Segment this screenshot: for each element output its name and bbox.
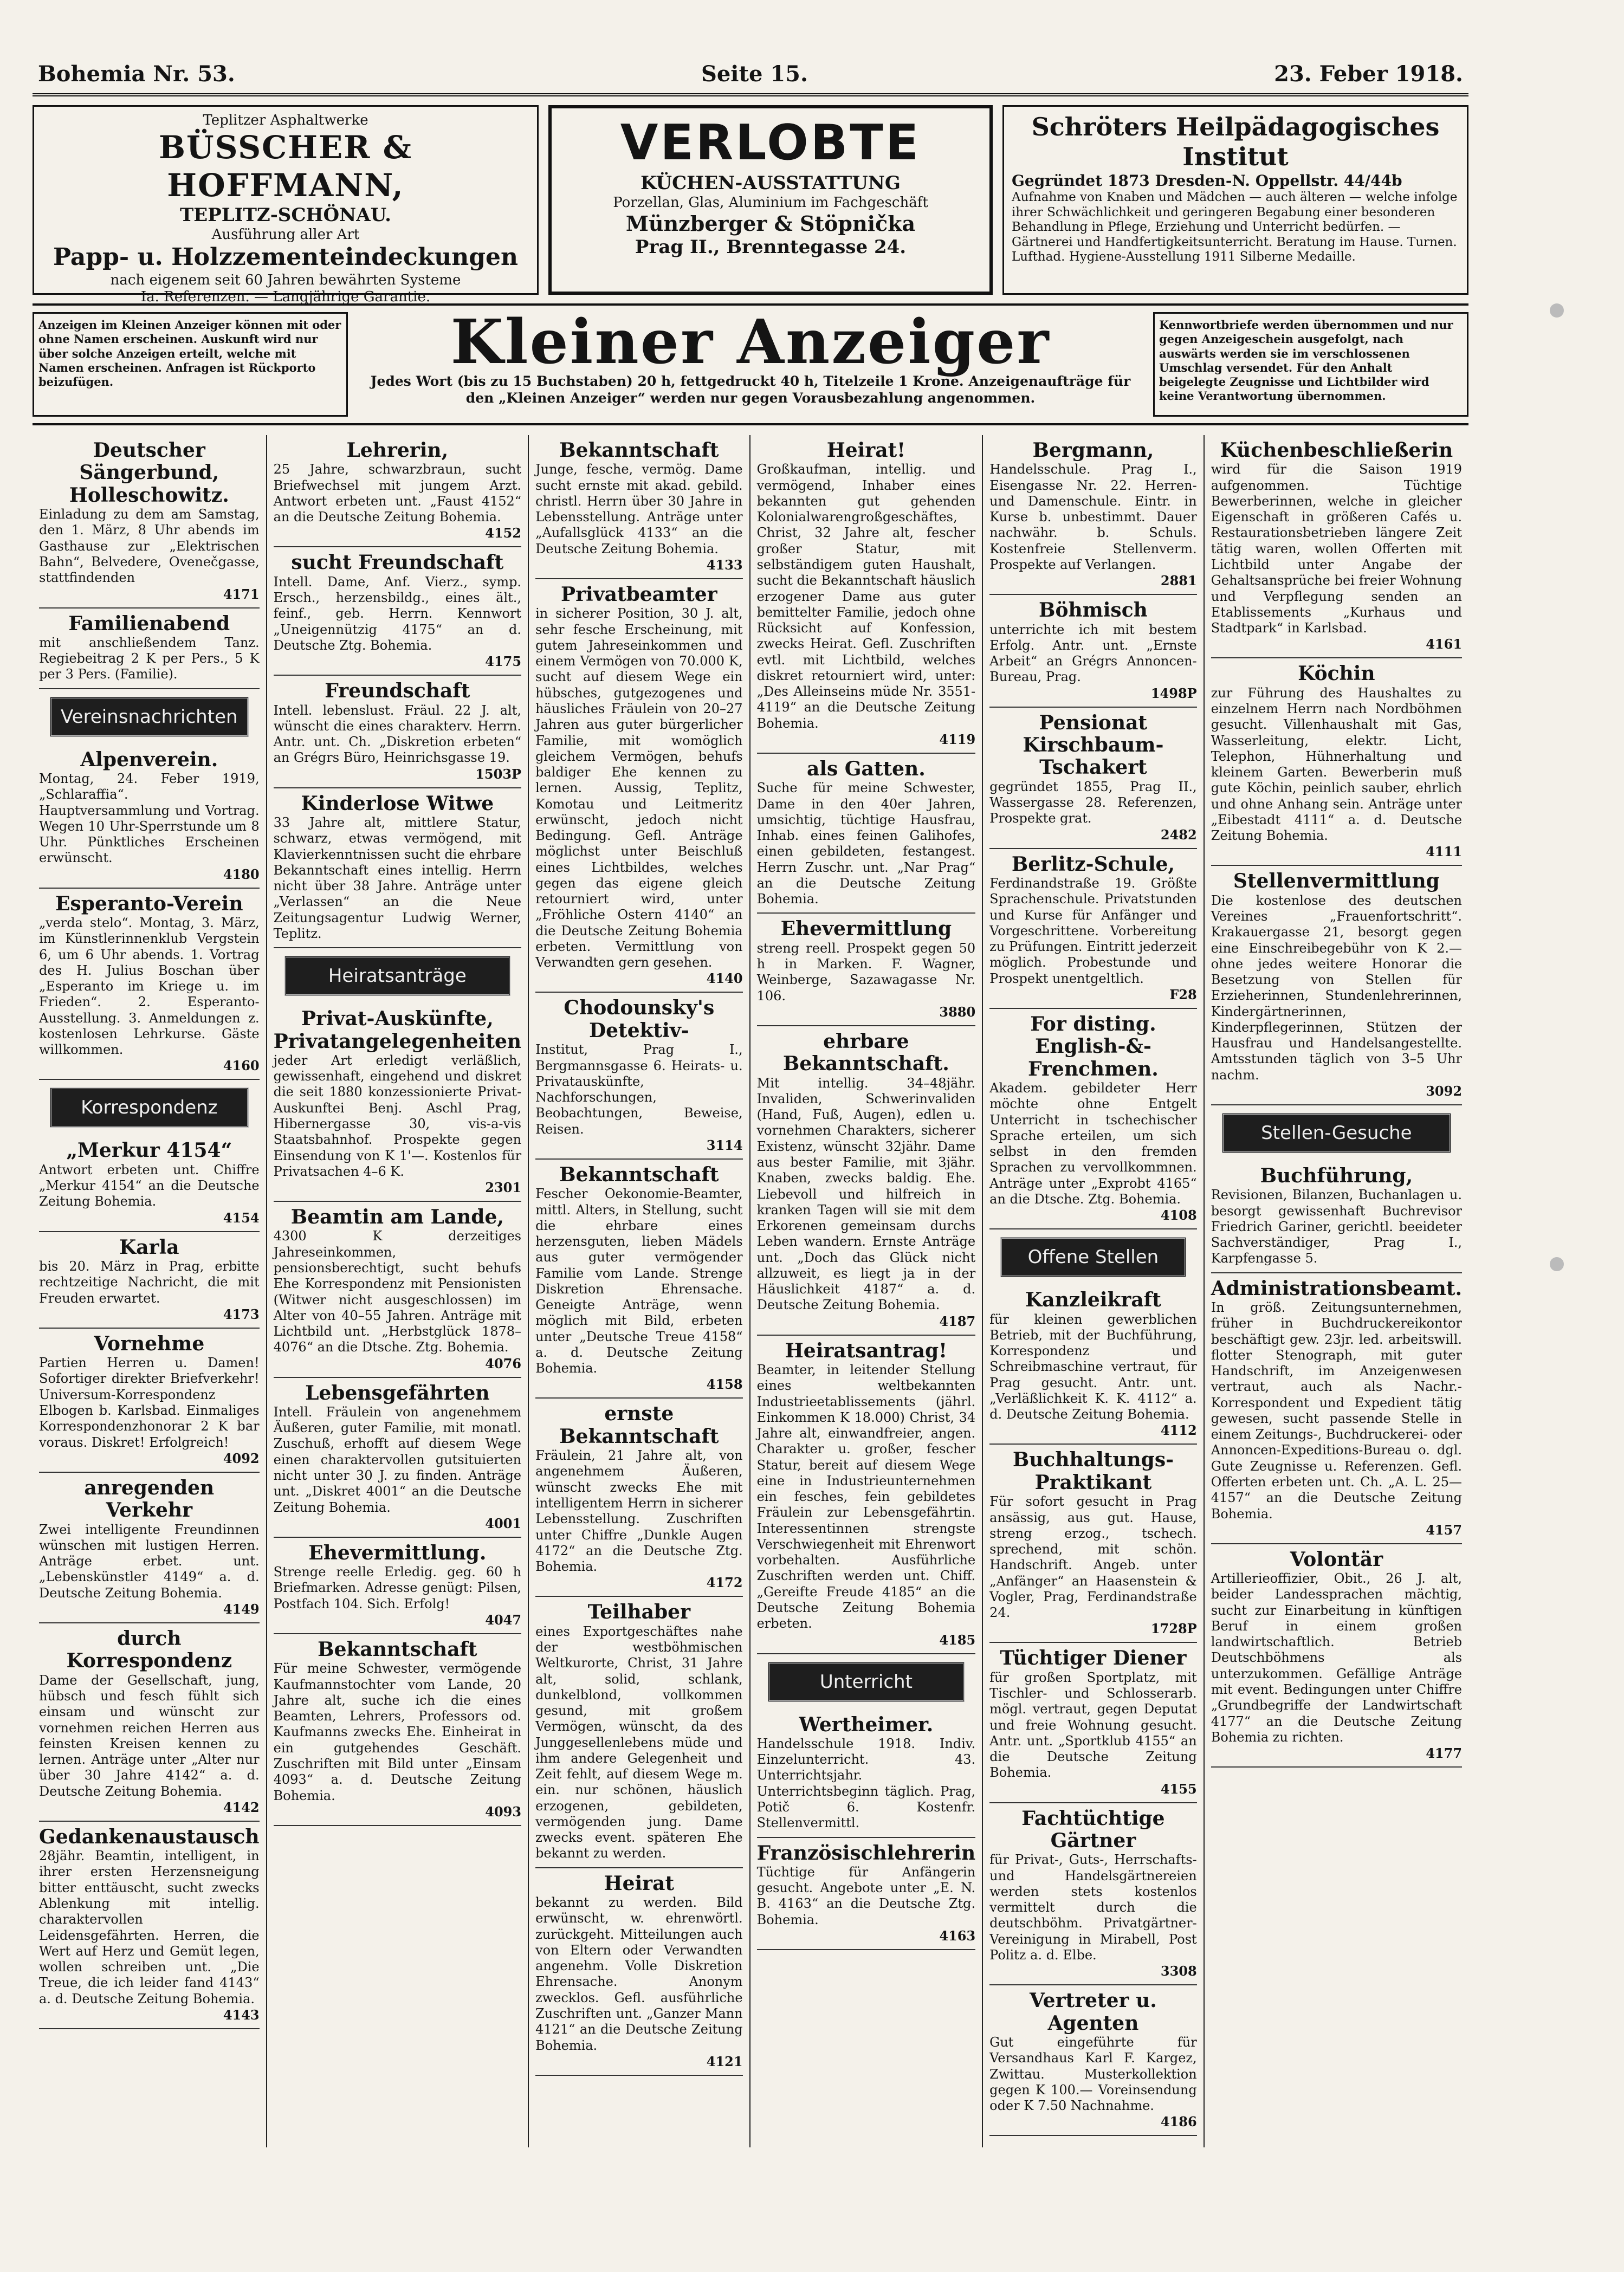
classified-ad: [989, 1985, 1197, 2136]
classified-ad: [989, 435, 1197, 595]
ad-number: 2482: [1160, 826, 1197, 843]
classified-ad: [989, 1445, 1197, 1643]
ad-heading: Lehrerin,: [346, 439, 449, 462]
note-right: Kennwortbriefe werden übernommen und nur gegen Anzeigeschein ausgefolgt, nach auswärts werden sie im verschlossenen Umschlag versendet. Für den Anhalt beigelegte Zeugnisse und Lichtbilder wird keine Verantwortung übernommen.: [1153, 312, 1468, 417]
ad-number: 4171: [223, 586, 260, 602]
ad-heading: Gedankenaustausch: [39, 1825, 260, 1848]
column-2: [266, 435, 528, 2147]
ad-number: 2301: [485, 1180, 522, 1196]
masthead-bar: [33, 303, 1468, 425]
issue-number: Bohemia Nr. 53.: [38, 61, 235, 87]
classified-ad: [39, 1623, 260, 1822]
ad-number: 4142: [223, 1799, 260, 1815]
ad-number: 4172: [706, 1575, 743, 1591]
ad-number: F28: [1169, 986, 1197, 1002]
classified-ad: [274, 1634, 521, 1826]
ad-number: 4152: [485, 525, 522, 541]
newspaper-page: [33, 54, 1468, 2200]
ad-body: Großkaufman, intellig. und vermögend, Inhaber eines bekannten gut gehenden Kolonialwarengroßgeschäftes, Christ, 32 Jahre alt, fescher großer Statur, mit selbständigem guten Haushalt, sucht die Bekanntschaft häuslich erzogener Dame aus guter bemittelter Familie, jedoch ohne Rücksicht auf Konfession, zwecks Heirat. Gefl. Zuschriften evtl. mit Lichtbild, welches diskret retourniert wird, unter: „Des Alleinseins müde Nr. 3551-4119“ an die Deutsche Zeitung Bohemia.: [756, 462, 976, 731]
ad-body: Mit intellig. 34–48jähr. Invaliden, Schwerinvaliden (Hand, Fuß, Augen), edlen u. vornehmen Charakters, sicherer Existenz, wünscht 32jähr. Dame aus bester Familie, mit 3jähr. Knaben, zwecks baldig. Ehe. Liebevoll und hilfreich in kranken Tagen will sie mit dem Erkorenen gemeinsam durchs Leben wandern. Ernste Anträge unt. „Doch das Glück nicht allzuweit, es liegt ja in der Häuslichkeit 4187“ a. d. Deutsche Zeitung Bohemia.: [756, 1075, 976, 1313]
ad-body: Zwei intelligente Freundinnen wünschen mit lustigen Herren. Anträge erbet. unt. „Lebenskünstler 4149“ a. d. Deutsche Zeitung Bohemia.: [39, 1522, 260, 1601]
ad-number: 4186: [1160, 2114, 1197, 2130]
ad-heading: Böhmisch: [1039, 599, 1148, 622]
section-header-offene: Offene Stellen: [1000, 1237, 1186, 1277]
ad-line: Ia. Referenzen. — Langjährige Garantie.: [140, 289, 431, 306]
ad-number: 4173: [223, 1306, 260, 1322]
ad-body: gegründet 1855, Prag II., Wassergasse 28. Referenzen, Prospekte grat.: [989, 779, 1197, 826]
ad-number: 4185: [939, 1632, 976, 1648]
ad-line: Aufnahme von Knaben und Mädchen — auch älteren — welche infolge ihrer Schwächlichkeit und geringeren Begabung einer besonderen Behandlung in Pflege, Erziehung und Unterricht bedürfen. — Gärtnerei und Handfertigkeitsunterricht. Beratung im Hause. Turnen. Lufthad. Hygiene-Ausstellung 1911 Silberne Medaille.: [1012, 190, 1458, 264]
issue-date: 23. Feber 1918.: [1274, 61, 1463, 87]
ad-number: 4001: [485, 1515, 522, 1531]
ad-body: streng reell. Prospekt gegen 50 h in Marken. F. Wagner, Weinberge, Sazawagasse Nr. 106.: [756, 940, 976, 1004]
ad-body: Antwort erbeten unt. Chiffre „Merkur 4154“ an die Deutsche Zeitung Bohemia.: [39, 1162, 260, 1209]
classified-ad: [757, 754, 976, 914]
ad-heading: Vertreter u. Agenten: [1030, 1989, 1157, 2035]
masthead: [355, 307, 1146, 417]
ad-body: Beamter, in leitender Stellung eines weltbekannten Industrieetablissements (jährl. Einkommen K 18.000) Christ, 34 Jahre alt, einwandfreier, angen. Charakter u. großer, fescher Statur, bereit auf diesem Wege eine in Industrieunternehmen ein fesches, fein gebildetes Fräulein zur Lebensgefährtin. Interessentinnen strengste Verschwiegenheit mit Ehrenwort vorbehalten. Ausführliche Zuschriften werden unt. Chiff. „Gereifte Freude 4185“ an die Deutsche Zeitung Bohemia erbeten.: [756, 1362, 976, 1632]
ad-number: 3880: [939, 1004, 976, 1020]
ad-number: 4133: [706, 556, 743, 573]
column-3: [528, 435, 749, 2147]
classified-ad: [39, 609, 260, 689]
section-header-heirat: Heiratsanträge: [284, 956, 510, 996]
ad-number: 4140: [706, 970, 743, 987]
ad-body: Intell. Fräulein von angenehmem Äußeren, guter Familie, mit monatl. Zuschuß, erhofft auf diesem Wege einen charaktervollen gutsituierten nicht unter 30 J. zu finden. Anträge unt. „Diskret 4001“ an die Deutsche Zeitung Bohemia.: [273, 1404, 522, 1515]
classified-ad: [1211, 1273, 1462, 1544]
classified-ad: [989, 595, 1197, 707]
ad-body: 33 Jahre alt, mittlere Statur, schwarz, etwas vermögend, mit Klavierkenntnissen sucht die ehrbare Bekanntschaft eines intellig. Herrn nicht über 38 Jahre. Anträge unter „Verlassen“ an die Neue Zeitungsagentur Ludwig Werner, Teplitz.: [273, 815, 522, 941]
ad-number: 3114: [706, 1137, 743, 1153]
column-5: [982, 435, 1204, 2147]
ad-heading: Privat-Auskünfte, Privatangelegenheiten: [273, 1007, 522, 1053]
ad-heading: Französischlehrerin: [756, 1841, 976, 1865]
ad-number: 3092: [1426, 1083, 1463, 1099]
ad-heading: Karla: [119, 1235, 179, 1259]
ad-body: 28jähr. Beamtin, intelligent, in ihrer ersten Herzensneigung bitter enttäuscht, sucht zwecks Ablenkung mit intellig. charaktervollen Leidensgefährten. Herren, die Wert auf Herz und Gemüt legen, wollen schreiben unt. „Die Treue, die ich leider fand 4143“ a. d. Deutsche Zeitung Bohemia.: [39, 1848, 260, 2006]
ad-number: 3308: [1160, 1963, 1197, 1979]
ad-number: 4158: [706, 1376, 743, 1393]
ad-number: 4157: [1426, 1522, 1463, 1538]
ad-heading: Lebensgefährten: [305, 1381, 490, 1404]
ad-line: Teplitzer Asphaltwerke: [203, 112, 368, 128]
ad-heading: Alpenverein.: [80, 748, 218, 771]
ad-number: 4092: [223, 1450, 260, 1466]
ad-body: Montag, 24. Feber 1919, „Schlaraffia“. Hauptversammlung und Vortrag. Wegen 10 Uhr-Sperrstunde um 8 Uhr. Pünktliches Erscheinen erwünscht.: [39, 771, 260, 866]
ad-body: Institut, Prag I., Bergmannsgasse 6. Heirats- u. Privatauskünfte, Nachforschungen, Beobachtungen, Beweise, Reisen.: [535, 1042, 743, 1137]
ad-heading: Fachtüchtige Gärtner: [1021, 1807, 1165, 1853]
ad-heading: Kinderlose Witwe: [301, 792, 494, 815]
ad-heading: Tüchtiger Diener: [1000, 1647, 1187, 1670]
classified-ad: [1211, 1161, 1462, 1273]
ad-heading: als Gatten.: [807, 757, 926, 780]
ad-heading: Bekanntschaft: [559, 1163, 719, 1186]
ad-line: BÜSSCHER & HOFFMANN,: [158, 129, 413, 204]
classified-ad: [39, 745, 260, 889]
ad-line: Porzellan, Glas, Aluminium im Fachgeschäft: [613, 194, 928, 211]
ad-heading: Wertheimer.: [799, 1713, 934, 1736]
ad-body: Gut eingeführte für Versandhaus Karl F. Kargez, Zwittau. Musterkollektion gegen K 100.— Voreinsendung oder K 7.50 Nachnahme.: [989, 2035, 1197, 2114]
ad-line: Ausführung aller Art: [211, 226, 360, 243]
ad-body: Für meine Schwester, vermögende Kaufmannstochter vom Lande, 20 Jahre alt, suche ich die eines Beamten, Lehrers, Professors od. Kaufmanns zwecks Ehe. Einheirat in ein gutgehendes Geschäft. Zuschriften mit Bild unter „Einsam 4093“ a. d. Deutsche Zeitung Bohemia.: [273, 1661, 522, 1803]
ad-body: für großen Sportplatz, mit Tischler- und Schlosserarb. mögl. vertraut, gegen Deputat und freie Wohnung gesucht. Antr. unt. „Sportklub 4155“ an die Deutsche Zeitung Bohemia.: [989, 1669, 1197, 1781]
paper-punch-mark: [1550, 303, 1564, 318]
classified-ad: [274, 1004, 521, 1202]
classified-ad: [274, 676, 521, 788]
ad-heading: Bergmann,: [1032, 439, 1154, 462]
ad-number: 4121: [706, 2053, 743, 2069]
classified-ad: [39, 1473, 260, 1623]
ad-line: nach eigenem seit 60 Jahren bewährten Systeme: [110, 272, 461, 289]
ad-body: Dame der Gesellschaft, jung, hübsch und fesch fühlt sich einsam und wünscht zur vornehmen reichen Herren aus feinsten Kreisen kennen zu lernen. Anträge unter „Alter nur über 30 Jahre 4142“ a. d. Deutsche Zeitung Bohemia.: [39, 1672, 260, 1799]
classified-ad: [535, 1597, 743, 1868]
ad-heading: Chodounsky's Detektiv-: [564, 996, 715, 1042]
paper-punch-mark: [1550, 1257, 1564, 1271]
ad-heading: For disting. English-&-Frenchmen.: [1028, 1012, 1159, 1080]
ad-heading: Freundschaft: [325, 679, 470, 703]
classified-columns: [33, 435, 1468, 2147]
ad-number: 4149: [223, 1601, 260, 1617]
ad-number: 4108: [1160, 1207, 1197, 1224]
ad-number: 1498P: [1150, 685, 1197, 701]
ad-heading: Küchenbeschließerin: [1220, 439, 1453, 462]
ad-heading: Deutscher Sängerbund, Holleschowitz.: [69, 439, 229, 507]
classified-ad: [1211, 435, 1462, 658]
ad-number: 4155: [1160, 1781, 1197, 1797]
ad-number: 4111: [1426, 844, 1463, 860]
ad-body: Fräulein, 21 Jahre alt, von angenehmem Äußeren, wünscht zwecks Ehe mit intelligentem Herrn in sicherer Lebensstellung. Zuschriften unter Chiffre „Dunkle Augen 4172“ an die Deutsche Ztg. Bohemia.: [535, 1448, 743, 1575]
ad-line: Prag II., Brenntegasse 24.: [635, 236, 907, 258]
top-advertisements: [33, 105, 1468, 306]
page-header: [33, 54, 1468, 96]
ad-line: Gegründet 1873 Dresden-N. Oppellstr. 44/44b: [1012, 172, 1402, 190]
ad-number: 4161: [1426, 636, 1463, 652]
section-header-gesuche: Stellen-Gesuche: [1222, 1113, 1451, 1153]
classified-ad: [757, 1838, 976, 1950]
ad-heading: Kanzleikraft: [1025, 1289, 1161, 1312]
ad-number: 1728P: [1150, 1621, 1197, 1637]
ad-heading: Heiratsantrag!: [785, 1339, 947, 1362]
classified-ad: [989, 1285, 1197, 1445]
ad-body: jeder Art erledigt verläßlich, gewissenhaft, eingehend und diskret die seit 1880 konzessionierte Privat-Auskunftei Benj. Aschl Prag, Hibernergasse 30, vis-a-vis Staatsbahnhof. Prospekte gegen Einsendung von K 1'—. Kostenlos für Privatsachen 4–6 K.: [273, 1052, 522, 1179]
ad-line: Münzberger & Stöpnička: [625, 211, 916, 236]
ad-body: Revisionen, Bilanzen, Buchanlagen u. besorgt gewissenhaft Buchrevisor Friedrich Gariner, gerichtl. beeideter Sachverständiger, Prag I., Karpfengasse 5.: [1211, 1187, 1463, 1266]
ad-heading: Ehevermittlung: [780, 917, 952, 941]
classified-ad: [989, 849, 1197, 1009]
ad-body: „verda stelo“. Montag, 3. März, im Künstlerinnenklub Vergstein 6, um 6 Uhr abends. 1. Vortrag des H. Julius Boschan über „Esperanto im Kriege u. im Frieden“. 2. Esperanto-Ausstellung. 3. Anmeldungen z. kostenlosen Lehrkurse. Gäste willkommen.: [39, 915, 260, 1058]
ad-body: 25 Jahre, schwarzbraun, sucht Briefwechsel mit jungem Arzt. Antwort erbeten unt. „Faust 4152“ an die Deutsche Zeitung Bohemia.: [273, 462, 522, 525]
ad-line: VERLOBTE: [620, 114, 921, 171]
ad-number: 4047: [485, 1612, 522, 1628]
ad-heading: Bekanntschaft: [559, 439, 719, 462]
classified-ad: [274, 435, 521, 547]
ad-heading: Heirat: [604, 1872, 675, 1895]
ad-number: 4160: [223, 1058, 260, 1074]
ad-heading: Buchführung,: [1260, 1164, 1413, 1187]
ad-heading: durch Korrespondenz: [66, 1627, 232, 1673]
ad-number: 4154: [223, 1209, 260, 1226]
column-6: [1204, 435, 1468, 2147]
top-ad-verlobte: [548, 105, 993, 295]
classified-ad: [39, 1329, 260, 1473]
ad-heading: Stellenvermittlung: [1233, 870, 1440, 893]
ad-heading: Familienabend: [68, 612, 230, 635]
ad-heading: „Merkur 4154“: [66, 1139, 232, 1162]
ad-heading: anregenden Verkehr: [84, 1476, 215, 1522]
ad-body: Einladung zu dem am Samstag, den 1. März, 8 Uhr abends im Gasthause zur „Elektrischen Bahn“, Belvedere, Ovenečgasse, stattfindenden: [39, 507, 260, 586]
classified-ad: [1211, 658, 1462, 866]
classified-ad: [535, 1399, 743, 1597]
ad-body: Handelsschule. Prag I., Eisengasse Nr. 22. Herren- und Damenschule. Eintr. in Kurse b. unbestimmt. Dauer nachwähr. b. Schuls. Kostenfreie Stellenverm. Prospekte auf Verlangen.: [989, 462, 1197, 572]
ad-line: TEPLITZ-SCHÖNAU.: [179, 204, 391, 226]
ad-body: Fescher Oekonomie-Beamter, mittl. Alters, in Stellung, sucht die ehrbare eines herzensguten, lieben Mädels aus guter vermögender Familie vom Lande. Strenge Diskretion Ehrensache. Geneigte Anträge, wenn möglich mit Bild, erbeten unter „Deutsche Treue 4158“ a. d. Deutsche Zeitung Bohemia.: [535, 1186, 743, 1376]
classified-ad: [535, 1160, 743, 1399]
ad-heading: Beamtin am Lande,: [290, 1206, 504, 1229]
ad-body: Akadem. gebildeter Herr möchte ohne Entgelt Unterricht in tschechischer Sprache erteilen, um sich selbst in den fremden Sprachen zu vervollkommnen. Anträge unter „Exprobt 4165“ an die Dtsche. Ztg. Bohemia.: [989, 1080, 1197, 1207]
ad-number: 4180: [223, 866, 260, 882]
classified-ad: [274, 1538, 521, 1634]
ad-body: Junge, fesche, vermög. Dame sucht ernste mit akad. gebild. christl. Herrn über 30 Jahre in Lebensstellung. Anträge unter „Aufallsglück 4133“ an die Deutsche Zeitung Bohemia.: [535, 462, 743, 556]
ad-body: Tüchtige für Anfängerin gesucht. Angebote unter „E. N. B. 4163“ an die Deutsche Ztg. Bohemia.: [756, 1864, 976, 1927]
ad-line: Schröters Heilpädagogisches Institut: [1031, 112, 1440, 172]
top-ad-institut: [1002, 105, 1468, 295]
ad-body: bis 20. März in Prag, erbitte rechtzeitige Nachricht, die mit Freuden erwartet.: [39, 1259, 260, 1306]
ad-number: 4187: [939, 1313, 976, 1329]
page-number: Seite 15.: [701, 61, 808, 87]
ad-number: 4177: [1426, 1745, 1463, 1762]
classified-ad: [39, 1822, 260, 2029]
ad-heading: Buchhaltungs-Praktikant: [1012, 1448, 1174, 1494]
ad-body: Artillerieoffizier, Obit., 26 J. alt, beider Landessprachen mächtig, sucht zur Einarbeitung in künftigen Beruf in einem großen landwirtschaftlich. Betrieb Deutschböhmens als unterzukommen. Gefällige Anträge mit event. Bedingungen unter Chiffre „Grundbegriffe der Landwirtschaft 4177“ an die Deutsche Zeitung Bohemia zu richten.: [1211, 1571, 1463, 1745]
ad-heading: Volontär: [1290, 1548, 1383, 1571]
ad-body: 4300 K derzeitiges Jahreseinkommen, pensionsberechtigt, sucht behufs Ehe Korrespondenz mit Pensionisten (Witwer nicht ausgeschlossen) im Alter von 40–55 Jahren. Anträge mit Lichtbild unt. „Herbstglück 1878–4076“ an die Dtsche. Ztg. Bohemia.: [273, 1228, 522, 1355]
classified-ad: [757, 1710, 976, 1838]
ad-number: 4163: [939, 1927, 976, 1944]
top-ad-asphalt: [33, 105, 539, 306]
classified-ad: [757, 914, 976, 1026]
masthead-title: Kleiner Anzeiger: [450, 307, 1051, 378]
ad-body: Die kostenlose des deutschen Vereines „Frauenfortschritt“. Krakauergasse 21, besorgt gegen eine Einschreibegebühr von K 2.— ohne jedes weitere Honorar die Besetzung von Stellen für Erzieherinnen, Stundenlehrerinnen, Kindergärtnerinnen, Kinderpflegerinnen, Stützen der Hausfrau und Handelsangestellte. Amtsstunden täglich von 3–5 Uhr nachm.: [1211, 892, 1463, 1083]
classified-ad: [757, 435, 976, 754]
ad-body: unterrichte ich mit bestem Erfolg. Antr. unt. „Ernste Arbeit“ an Grégrs Annoncen-Bureau, Prag.: [989, 622, 1197, 685]
ad-heading: Vornehme: [94, 1332, 205, 1355]
classified-ad: [1211, 866, 1462, 1105]
classified-ad: [757, 1026, 976, 1336]
ad-body: eines Exportgeschäftes nahe der westböhmischen Weltkurorte, Christ, 31 Jahre alt, solid, schlank, dunkelblond, vollkommen gesund, mit großem Vermögen, wünscht, da des Junggesellenlebens müde und ihm andere Gelegenheit und Zeit fehlt, auf diesem Wege m. ein. nur schönen, häuslich erzogenen, gebildeten, vermögenden jung. Dame zwecks event. späteren Ehe bekannt zu werden.: [535, 1623, 743, 1861]
classified-ad: [989, 1803, 1197, 1986]
ad-heading: Esperanto-Verein: [55, 892, 243, 915]
masthead-subtitle: Jedes Wort (bis zu 15 Buchstaben) 20 h, fettgedruckt 40 h, Titelzeile 1 Krone. Anzeigenaufträge für den „Kleinen Anzeiger“ werden nur gegen Vorausbezahlung angenommen.: [370, 373, 1131, 406]
section-header-korr: Korrespondenz: [50, 1088, 249, 1128]
classified-ad: [39, 1135, 260, 1232]
classified-ad: [274, 1202, 521, 1378]
ad-body: Suche für meine Schwester, Dame in den 40er Jahren, umsichtig, tüchtige Hausfrau, Inhab. eines feinen Galihofes, einen gebildeten, festangest. Herrn Zuschr. unt. „Nar Prag“ an die Deutsche Zeitung Bohemia.: [756, 780, 976, 907]
classified-ad: [989, 1009, 1197, 1229]
ad-body: Intell. Dame, Anf. Vierz., symp. Ersch., herzensbildg., eines ält., feinf., geb. Herrn. Kennwort „Uneigennützig 4175“ an d. Deutsche Ztg. Bohemia.: [273, 574, 522, 653]
ad-heading: Köchin: [1298, 662, 1375, 685]
ad-body: Handelsschule 1918. Indiv. Einzelunterricht. 43. Unterrichtsjahr. Unterrichtsbeginn täglich. Prag, Potič 6. Kostenfr. Stellenvermittl.: [756, 1736, 976, 1831]
ad-number: 2881: [1160, 573, 1197, 589]
ad-body: in sicherer Position, 30 J. alt, sehr fesche Erscheinung, mit gutem Jahreseinkommen und einem Vermögen von 70.000 K, sucht auf diesem Wege ein hübsches, gutgezogenes und häusliches Fräulein von 20–27 Jahren aus guter bürgerlicher Familie, mit womöglich gleichem Vermögen, behufs baldiger Ehe kennen zu lernen. Aussig, Teplitz, Komotau und Leitmeritz erwünscht, jedoch nicht Bedingung. Gefl. Anträge möglichst unter Beischluß eines Lichtbildes, welches gegen das eigene gleich retourniert wird, unter „Fröhliche Ostern 4140“ an die Deutsche Zeitung Bohemia erbeten. Vermittlung von Verwandten gern gesehen.: [535, 606, 743, 970]
ad-heading: Ehevermittlung.: [308, 1541, 487, 1564]
ad-number: 4076: [485, 1355, 522, 1371]
classified-ad: [535, 579, 743, 993]
ad-number: 4112: [1160, 1422, 1197, 1439]
ad-body: mit anschließendem Tanz. Regiebeitrag 2 K per Pers., 5 K per 3 Pers. (Familie).: [39, 635, 260, 682]
ad-number: 4143: [223, 2006, 260, 2023]
column-1: [33, 435, 266, 2147]
ad-body: bekannt zu werden. Bild erwünscht, w. ehrenwörtl. zurückgeht. Mitteilungen auch von Eltern oder Verwandten angenehm. Volle Diskretion Ehrensache. Anonym zwecklos. Gefl. ausführliche Zuschriften unt. „Ganzer Mann 4121“ an die Deutsche Zeitung Bohemia.: [535, 1895, 743, 2053]
ad-heading: Privatbeamter: [561, 582, 717, 606]
ad-line: Papp- u. Holzzementeindeckungen: [53, 243, 519, 271]
classified-ad: [757, 1336, 976, 1654]
classified-ad: [39, 435, 260, 609]
column-4: [749, 435, 982, 2147]
ad-body: Ferdinandstraße 19. Größte Sprachenschule. Privatstunden und Kurse für Anfänger und Vorgeschrittene. Vorbereitung zu Prüfungen. Eintritt jederzeit möglich. Probestunde und Prospekt unentgeltlich.: [989, 876, 1197, 986]
classified-ad: [1211, 1544, 1462, 1768]
classified-ad: [535, 993, 743, 1159]
ad-heading: sucht Freundschaft: [291, 551, 504, 574]
ad-heading: Pensionat Kirschbaum-Tschakert: [1023, 711, 1164, 779]
ad-body: Strenge reelle Erledig. geg. 60 h Briefmarken. Adresse genügt: Pilsen, Postfach 104. Sich. Erfolg!: [273, 1564, 522, 1611]
ad-heading: Administrationsbeamt.: [1211, 1277, 1463, 1300]
ad-heading: Bekanntschaft: [318, 1638, 477, 1661]
section-header-unterricht: Unterricht: [768, 1662, 965, 1702]
ad-heading: Teilhaber: [587, 1601, 691, 1624]
ad-number: 1503P: [475, 766, 522, 782]
classified-ad: [989, 708, 1197, 849]
classified-ad: [39, 1232, 260, 1329]
ad-heading: ernste Bekanntschaft: [559, 1402, 719, 1448]
ad-number: 4175: [485, 653, 522, 670]
ad-number: 4093: [485, 1803, 522, 1820]
section-header-verein: Vereinsnachrichten: [50, 697, 249, 737]
ad-body: zur Führung des Haushaltes zu einzelnem Herrn nach Nordböhmen gesucht. Villenhaushalt mit Gas, Wasserleitung, elektr. Licht, Telephon, Hühnerhaltung und kleinem Garten. Bewerberin muß gute Köchin, peinlich sauber, ehrlich und ohne Anhang sein. Anträge unter „Eibestadt 4111“ a. d. Deutsche Zeitung Bohemia.: [1211, 685, 1463, 844]
ad-body: für kleinen gewerblichen Betrieb, mit der Buchführung, Korrespondenz und Schreibmaschine vertraut, für Prag gesucht. Antr. unt. „Verläßlichkeit K. K. 4112“ a. d. Deutsche Zeitung Bohemia.: [989, 1311, 1197, 1422]
ad-body: Partien Herren u. Damen! Sofortiger direkter Briefverkehr! Universum-Korrespondenz Elbogen b. Karlsbad. Einmaliges Korrespondenzhonorar 2 K bar voraus. Diskret! Erfolgreich!: [39, 1355, 260, 1450]
ad-body: für Privat-, Guts-, Herrschafts- und Handelsgärtnereien werden stets kostenlos vermittelt durch die deutschböhm. Privatgärtner-Vereinigung in Mirabell, Post Politz a. d. Elbe.: [989, 1852, 1197, 1963]
ad-body: Intell. lebenslust. Fräul. 22 J. alt, wünscht die eines charakterv. Herrn. Antr. unt. Ch. „Diskretion erbeten“ an Grégrs Büro, Heinrichsgasse 19.: [273, 702, 522, 766]
ad-heading: ehrbare Bekanntschaft.: [782, 1030, 949, 1076]
classified-ad: [274, 788, 521, 949]
classified-ad: [535, 435, 743, 579]
ad-heading: Heirat!: [826, 439, 906, 462]
ad-body: Für sofort gesucht in Prag ansässig, aus gut. Hause, streng erzog., tschech. sprechend, mit schön. Handschrift. Angeb. unter „Anfänger“ an Haasenstein & Vogler, Prag, Ferdinandstraße 24.: [989, 1494, 1197, 1621]
ad-number: 4119: [939, 731, 976, 747]
classified-ad: [39, 889, 260, 1080]
classified-ad: [535, 1868, 743, 2076]
classified-ad: [274, 547, 521, 676]
note-left: Anzeigen im Kleinen Anzeiger können mit oder ohne Namen erscheinen. Auskunft wird nur über solche Anzeigen erteilt, welche mit Namen erscheinen. Anfragen ist Rückporto beizufügen.: [33, 312, 348, 417]
classified-ad: [274, 1378, 521, 1538]
ad-body: In größ. Zeitungsunternehmen, früher in Buchdruckereikontor beschäftigt gew. 23jr. led. arbeitswill. flotter Stenograph, mit guter Handschrift, im Anzeigenwesen vertraut, auch als Nachr.-Korrespondent und Expedient tätig gewesen, sucht passende Stelle in einem Zeitungs-, Buchdruckerei- oder Annoncen-Expeditions-Bureau o. dgl. Gute Zeugnisse u. Referenzen. Gefl. Offerten erbeten unt. Ch. „A. L. 25—4157“ an die Deutsche Zeitung Bohemia.: [1211, 1300, 1463, 1522]
ad-body: wird für die Saison 1919 aufgenommen. Tüchtige Bewerberinnen, welche in gleicher Eigenschaft in größeren Cafés u. Restaurationsbetrieben längere Zeit tätig waren, wollen Offerten mit Lichtbild unter Angabe der Gehaltsansprüche bei freier Wohnung und Verpflegung senden an Etablissements „Kurhaus und Stadtpark“ in Karlsbad.: [1211, 462, 1463, 636]
classified-ad: [989, 1643, 1197, 1803]
ad-line: KÜCHEN-AUSSTATTUNG: [640, 172, 901, 194]
ad-heading: Berlitz-Schule,: [1011, 852, 1175, 876]
